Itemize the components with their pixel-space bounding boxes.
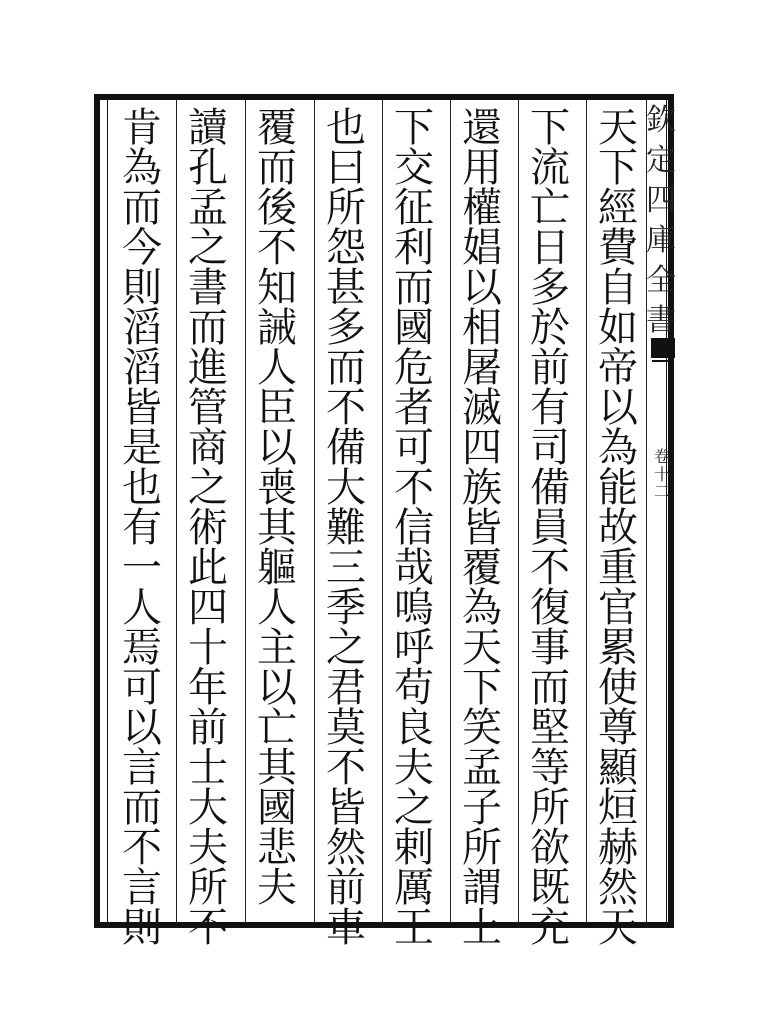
column-character: 商 <box>188 425 228 471</box>
column-character: 烜 <box>598 785 638 831</box>
column-character: 今 <box>122 225 162 271</box>
column-character: 以 <box>598 385 638 431</box>
column-character: 孔 <box>188 145 228 191</box>
column-character: 上 <box>462 905 502 951</box>
column-character: 而 <box>188 305 228 351</box>
column-character: 以 <box>257 665 297 711</box>
column-character: 自 <box>598 265 638 311</box>
column-character: 人 <box>122 585 162 631</box>
column-character: 言 <box>122 745 162 791</box>
column-character: 子 <box>462 785 502 831</box>
column-character: 費 <box>598 225 638 271</box>
column-character: 之 <box>394 785 434 831</box>
column-character: 不 <box>326 385 366 431</box>
column-character: 下 <box>462 665 502 711</box>
column-character: 然 <box>326 825 366 871</box>
column-character: 悲 <box>257 825 297 871</box>
column-character: 難 <box>326 505 366 551</box>
column-character: 十 <box>188 625 228 671</box>
column-character: 進 <box>188 345 228 391</box>
column-character: 滔 <box>122 305 162 351</box>
column-character: 危 <box>394 345 434 391</box>
column-character: 嗚 <box>394 585 434 631</box>
column-character: 司 <box>530 425 570 471</box>
column-character: 為 <box>462 585 502 631</box>
column-character: 官 <box>598 585 638 631</box>
column-character: 重 <box>598 545 638 591</box>
column-character: 天 <box>598 905 638 951</box>
column-character: 下 <box>530 105 570 151</box>
column-character: 莫 <box>326 705 366 751</box>
column-rule <box>314 100 315 922</box>
column-character: 天 <box>598 105 638 151</box>
column-character: 呼 <box>394 625 434 671</box>
column-character: 士 <box>188 745 228 791</box>
column-character: 皆 <box>122 385 162 431</box>
column-character: 良 <box>394 705 434 751</box>
column-character: 是 <box>122 425 162 471</box>
column-character: 甚 <box>326 265 366 311</box>
title-character: 書 <box>646 303 676 338</box>
column-character: 事 <box>530 625 570 671</box>
column-character: 軀 <box>257 545 297 591</box>
column-character: 夫 <box>394 745 434 791</box>
column-character: 使 <box>598 665 638 711</box>
column-character: 夫 <box>257 865 297 911</box>
column-character: 為 <box>598 425 638 471</box>
title-character: 定 <box>646 143 676 178</box>
volume-character: 十 <box>653 464 670 484</box>
column-character: 人 <box>257 585 297 631</box>
column-character: 臣 <box>257 385 297 431</box>
text-column <box>520 105 580 951</box>
column-blank <box>253 908 301 948</box>
column-character: 征 <box>394 185 434 231</box>
column-character: 如 <box>598 305 638 351</box>
title-character: 四 <box>646 183 676 218</box>
column-character: 權 <box>462 185 502 231</box>
column-character: 還 <box>462 105 502 151</box>
column-character: 人 <box>257 345 297 391</box>
column-character: 焉 <box>122 625 162 671</box>
column-character: 復 <box>530 585 570 631</box>
column-character: 則 <box>122 265 162 311</box>
column-character: 喪 <box>257 465 297 511</box>
column-character: 流 <box>530 145 570 191</box>
column-character: 亡 <box>530 185 570 231</box>
column-character: 四 <box>188 585 228 631</box>
column-character: 厲 <box>394 865 434 911</box>
column-character: 而 <box>122 785 162 831</box>
column-character: 後 <box>257 185 297 231</box>
column-character: 有 <box>122 505 162 551</box>
column-character: 不 <box>122 825 162 871</box>
text-column <box>316 105 376 951</box>
column-character: 管 <box>188 385 228 431</box>
column-rule <box>176 100 177 922</box>
column-character: 大 <box>326 465 366 511</box>
column-character: 能 <box>598 465 638 511</box>
column-character: 員 <box>530 505 570 551</box>
column-rule <box>450 100 451 922</box>
column-character: 怨 <box>326 225 366 271</box>
column-character: 然 <box>598 865 638 911</box>
column-character: 下 <box>394 105 434 151</box>
column-character: 欲 <box>530 825 570 871</box>
column-character: 前 <box>326 865 366 911</box>
column-character: 苟 <box>394 665 434 711</box>
column-character: 覆 <box>462 545 502 591</box>
volume-character: 卷 <box>653 447 670 466</box>
column-character: 而 <box>257 145 297 191</box>
column-character: 滔 <box>122 345 162 391</box>
title-character: 欽 <box>646 103 676 138</box>
column-character: 誡 <box>257 305 297 351</box>
column-character: 顯 <box>598 745 638 791</box>
column-character: 有 <box>530 385 570 431</box>
column-character: 累 <box>598 625 638 671</box>
column-character: 可 <box>394 425 434 471</box>
column-character: 屠 <box>462 345 502 391</box>
column-character: 所 <box>188 865 228 911</box>
text-column <box>588 105 648 951</box>
column-character: 以 <box>462 265 502 311</box>
title-character: 庫 <box>646 223 676 258</box>
column-character: 書 <box>188 265 228 311</box>
column-character: 笑 <box>462 705 502 751</box>
column-character: 君 <box>326 665 366 711</box>
column-character: 其 <box>257 505 297 551</box>
column-character: 用 <box>462 145 502 191</box>
column-character: 備 <box>530 465 570 511</box>
column-character: 三 <box>326 545 366 591</box>
fishtail-rule <box>652 360 674 362</box>
column-character: 不 <box>394 465 434 511</box>
column-character: 皆 <box>462 505 502 551</box>
column-character: 所 <box>326 185 366 231</box>
column-character: 天 <box>462 625 502 671</box>
column-character: 言 <box>122 865 162 911</box>
column-character: 所 <box>462 825 502 871</box>
column-character: 則 <box>122 905 162 951</box>
book-title <box>646 103 676 338</box>
column-character: 孟 <box>462 745 502 791</box>
column-character: 下 <box>598 145 638 191</box>
column-character: 剌 <box>394 825 434 871</box>
text-column <box>384 105 444 951</box>
column-character: 主 <box>257 625 297 671</box>
column-character: 之 <box>326 625 366 671</box>
column-character: 肯 <box>122 105 162 151</box>
column-character: 一 <box>122 545 162 591</box>
column-character: 不 <box>257 225 297 271</box>
column-character: 覆 <box>257 105 297 151</box>
column-character: 日 <box>530 225 570 271</box>
column-character: 知 <box>257 265 297 311</box>
column-character: 多 <box>326 305 366 351</box>
column-character: 多 <box>530 265 570 311</box>
column-character: 充 <box>530 905 570 951</box>
title-character: 全 <box>646 263 676 298</box>
column-character: 孟 <box>188 185 228 231</box>
column-character: 既 <box>530 865 570 911</box>
column-character: 尊 <box>598 705 638 751</box>
column-rule <box>245 100 246 922</box>
column-character: 季 <box>326 585 366 631</box>
column-character: 而 <box>326 345 366 391</box>
column-character: 於 <box>530 305 570 351</box>
column-character: 此 <box>188 545 228 591</box>
text-column <box>452 105 512 951</box>
column-character: 術 <box>188 505 228 551</box>
column-character: 之 <box>188 465 228 511</box>
column-character: 而 <box>394 265 434 311</box>
column-character: 王 <box>394 905 434 951</box>
column-character: 所 <box>530 785 570 831</box>
column-character: 相 <box>462 305 502 351</box>
column-character: 讀 <box>188 105 228 151</box>
column-character: 信 <box>394 505 434 551</box>
column-character: 備 <box>326 425 366 471</box>
column-character: 夫 <box>188 825 228 871</box>
column-rule <box>586 100 587 922</box>
column-character: 故 <box>598 505 638 551</box>
column-character: 國 <box>394 305 434 351</box>
column-character: 以 <box>257 425 297 471</box>
column-character: 也 <box>326 105 366 151</box>
text-column <box>112 105 172 951</box>
column-character: 四 <box>462 425 502 471</box>
column-character: 不 <box>188 905 228 951</box>
column-character: 赫 <box>598 825 638 871</box>
column-character: 等 <box>530 745 570 791</box>
column-character: 也 <box>122 465 162 511</box>
column-character: 族 <box>462 465 502 511</box>
column-rule <box>518 100 519 922</box>
text-column <box>178 105 238 951</box>
column-character: 交 <box>394 145 434 191</box>
volume-character: 二 <box>653 482 670 502</box>
volume-label <box>651 448 673 501</box>
column-character: 不 <box>530 545 570 591</box>
column-character: 堅 <box>530 705 570 751</box>
column-character: 可 <box>122 665 162 711</box>
column-character: 不 <box>326 745 366 791</box>
column-character: 年 <box>188 665 228 711</box>
text-column <box>247 105 307 918</box>
fishtail-mark <box>651 338 675 358</box>
column-character: 車 <box>326 905 366 951</box>
column-character: 而 <box>122 185 162 231</box>
column-character: 娼 <box>462 225 502 271</box>
column-character: 之 <box>188 225 228 271</box>
column-character: 以 <box>122 705 162 751</box>
column-character: 謂 <box>462 865 502 911</box>
column-character: 帝 <box>598 345 638 391</box>
column-rule <box>382 100 383 922</box>
column-character: 前 <box>188 705 228 751</box>
column-character: 大 <box>188 785 228 831</box>
column-character: 為 <box>122 145 162 191</box>
column-character: 前 <box>530 345 570 391</box>
column-character: 者 <box>394 385 434 431</box>
column-character: 利 <box>394 225 434 271</box>
column-character: 其 <box>257 745 297 791</box>
column-character: 經 <box>598 185 638 231</box>
column-character: 滅 <box>462 385 502 431</box>
column-character: 而 <box>530 665 570 711</box>
column-character: 曰 <box>326 145 366 191</box>
column-character: 亡 <box>257 705 297 751</box>
column-character: 國 <box>257 785 297 831</box>
column-character: 哉 <box>394 545 434 591</box>
column-character: 皆 <box>326 785 366 831</box>
